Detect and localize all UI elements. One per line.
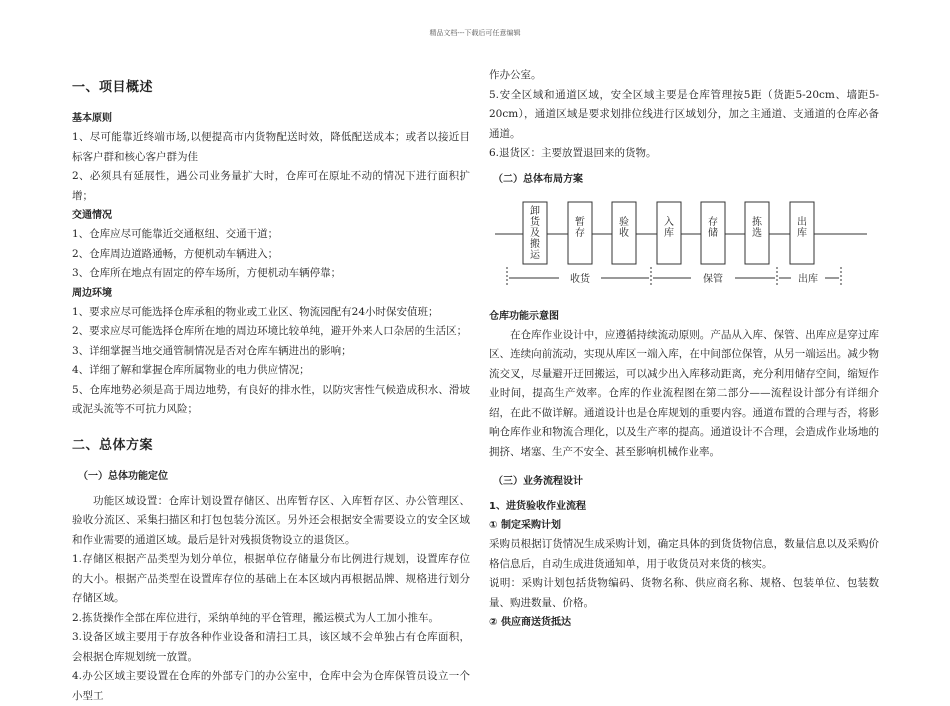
traffic-item: 2、仓库周边道路通畅，方便机动车辆进入； xyxy=(72,247,279,260)
environment-item: 3、详细掌握当地交通管制情况是否对仓库车辆进出的影响； xyxy=(72,344,352,357)
flow-box-label: 存储 xyxy=(708,216,718,239)
step-title: ① 制定采购计划 xyxy=(489,520,561,531)
flow-box-label: 拣选 xyxy=(752,216,762,239)
phase-label: 出库 xyxy=(798,273,818,285)
basic-item: 1、尽可能靠近终端市场,以便提高市内货物配送时效，降低配送成本；或者以接近目标客户群和核心客户群为佳 xyxy=(72,131,470,163)
continued-text: 5.安全区域和通道区域，安全区域主要是仓库管理按5距（货距5-20cm、墙距5-20cm），通道区域是要求划排位线进行区域划分，加之主通道、支通道的仓库必备通道。 xyxy=(489,88,879,140)
environment-item: 1、要求应尽可能选择仓库承租的物业或工业区、物流园配有24小时保安值班； xyxy=(72,305,439,318)
flow-box-label: 卸货及搬运 xyxy=(530,205,540,261)
function-item: 2.拣货操作全部在库位进行，采纳单纯的平仓管理，搬运模式为人工加小推车。 xyxy=(72,611,440,624)
flow-box-label: 验收 xyxy=(619,216,629,239)
warehouse-flow-diagram xyxy=(495,199,867,291)
diagram-description: 在仓库作业设计中，应遵循持续流动原则。产品从入库、保管、出库应是穿过库区、连续向前流动，实现从库区一端入库，在中间部位保管，从另一端运出。减少物流交叉，尽量避开迂回搬运，可以减少出入库移动距离，充分利用储存空间，缩短作业时间，提高生产效率。仓库的作业流程图在第二部分——流程设计部分有详细介绍，在此不做详解。通道设计也是仓库规划的重要内容。通道布置的合理与否，将影响仓库作业和物流合理化，以及生产率的提高。通道设计不合理，会造成作业场地的拥挤、堵塞、生产不安全、甚至影响机械作业率。 xyxy=(489,328,879,458)
function-positioning-title: （一）总体功能定位 xyxy=(78,470,168,482)
function-item: 4.办公区域主要设置在仓库的外部专门的办公室中，仓库中会为仓库保管员设立一个小型工 xyxy=(72,670,470,702)
environment-item: 5、仓库地势必须是高于周边地势，有良好的排水性，以防灾害性气候造成积水、滑坡或泥头流等不可抗力风险； xyxy=(72,383,470,415)
basic-principles-title: 基本原则 xyxy=(72,113,112,124)
environment-item: 4、详细了解和掌握仓库所属物业的电力供应情况； xyxy=(72,364,310,376)
continued-text: 6.退货区：主要放置退回来的货物。 xyxy=(489,147,657,159)
flow-box-label: 入库 xyxy=(664,216,674,239)
environment-title: 周边环境 xyxy=(72,287,112,299)
flow-box-label: 出库 xyxy=(797,216,807,239)
traffic-item: 3、仓库所在地点有固定的停车场所，方便机动车辆停靠； xyxy=(72,267,342,279)
phase-label: 保管 xyxy=(703,273,723,285)
section-title-plan: 二、总体方案 xyxy=(72,437,154,453)
continued-text: 作办公室。 xyxy=(489,69,542,81)
section-title-overview: 一、项目概述 xyxy=(72,80,154,95)
step-title: ② 供应商送货抵达 xyxy=(489,617,571,628)
flow-box-label: 暂存 xyxy=(575,216,585,239)
left-column xyxy=(72,70,470,706)
function-intro: 功能区域设置：仓库计划设置存储区、出库暂存区、入库暂存区、办公管理区、验收分流区、采集扫描区和打包包装分流区。另外还会根据安全需要设立的安全区域和作业需要的通道区域。最后是针对残损货物设立的退货区。 xyxy=(72,494,470,546)
diagram-caption: 仓库功能示意图 xyxy=(489,310,559,322)
page-header: 精品文档---下载后可任意编辑 xyxy=(429,29,521,37)
function-item: 3.设备区域主要用于存放各种作业设备和清扫工具，该区域不会单独占有仓库面积，会根据仓库规划统一放置。 xyxy=(72,631,470,663)
step-text: 采购员根据订货情况生成采购计划，确定具体的到货货物信息，数量信息以及采购价格信息后，自动生成进货通知单，用于收货员对来货的核实。 xyxy=(489,538,879,570)
traffic-title: 交通情况 xyxy=(72,210,112,221)
function-item: 1.存储区根据产品类型为划分单位，根据单位存储量分布比例进行规划，设置库存位的大小。根据产品类型在设置库存位的基础上在本区域内再根据品牌、规格进行划分存储区域。 xyxy=(72,553,470,604)
right-column xyxy=(489,66,879,632)
traffic-item: 1、仓库应尽可能靠近交通枢纽、交通干道； xyxy=(72,228,279,240)
layout-plan-title: （二）总体布局方案 xyxy=(493,173,583,185)
receiving-process-title: 1、进货验收作业流程 xyxy=(489,501,586,512)
phase-label: 收货 xyxy=(570,273,590,285)
business-process-title: （三）业务流程设计 xyxy=(493,476,583,487)
basic-item: 2、必须具有延展性，遇公司业务量扩大时，仓库可在原址不动的情况下进行面积扩增； xyxy=(72,170,470,202)
environment-item: 2、要求应尽可能选择仓库所在地的周边环境比较单纯，避开外来人口杂居的生活区； xyxy=(72,325,468,337)
step-note: 说明：采购计划包括货物编码、货物名称、供应商名称、规格、包装单位、包装数量、购进数量、价格。 xyxy=(489,577,879,609)
